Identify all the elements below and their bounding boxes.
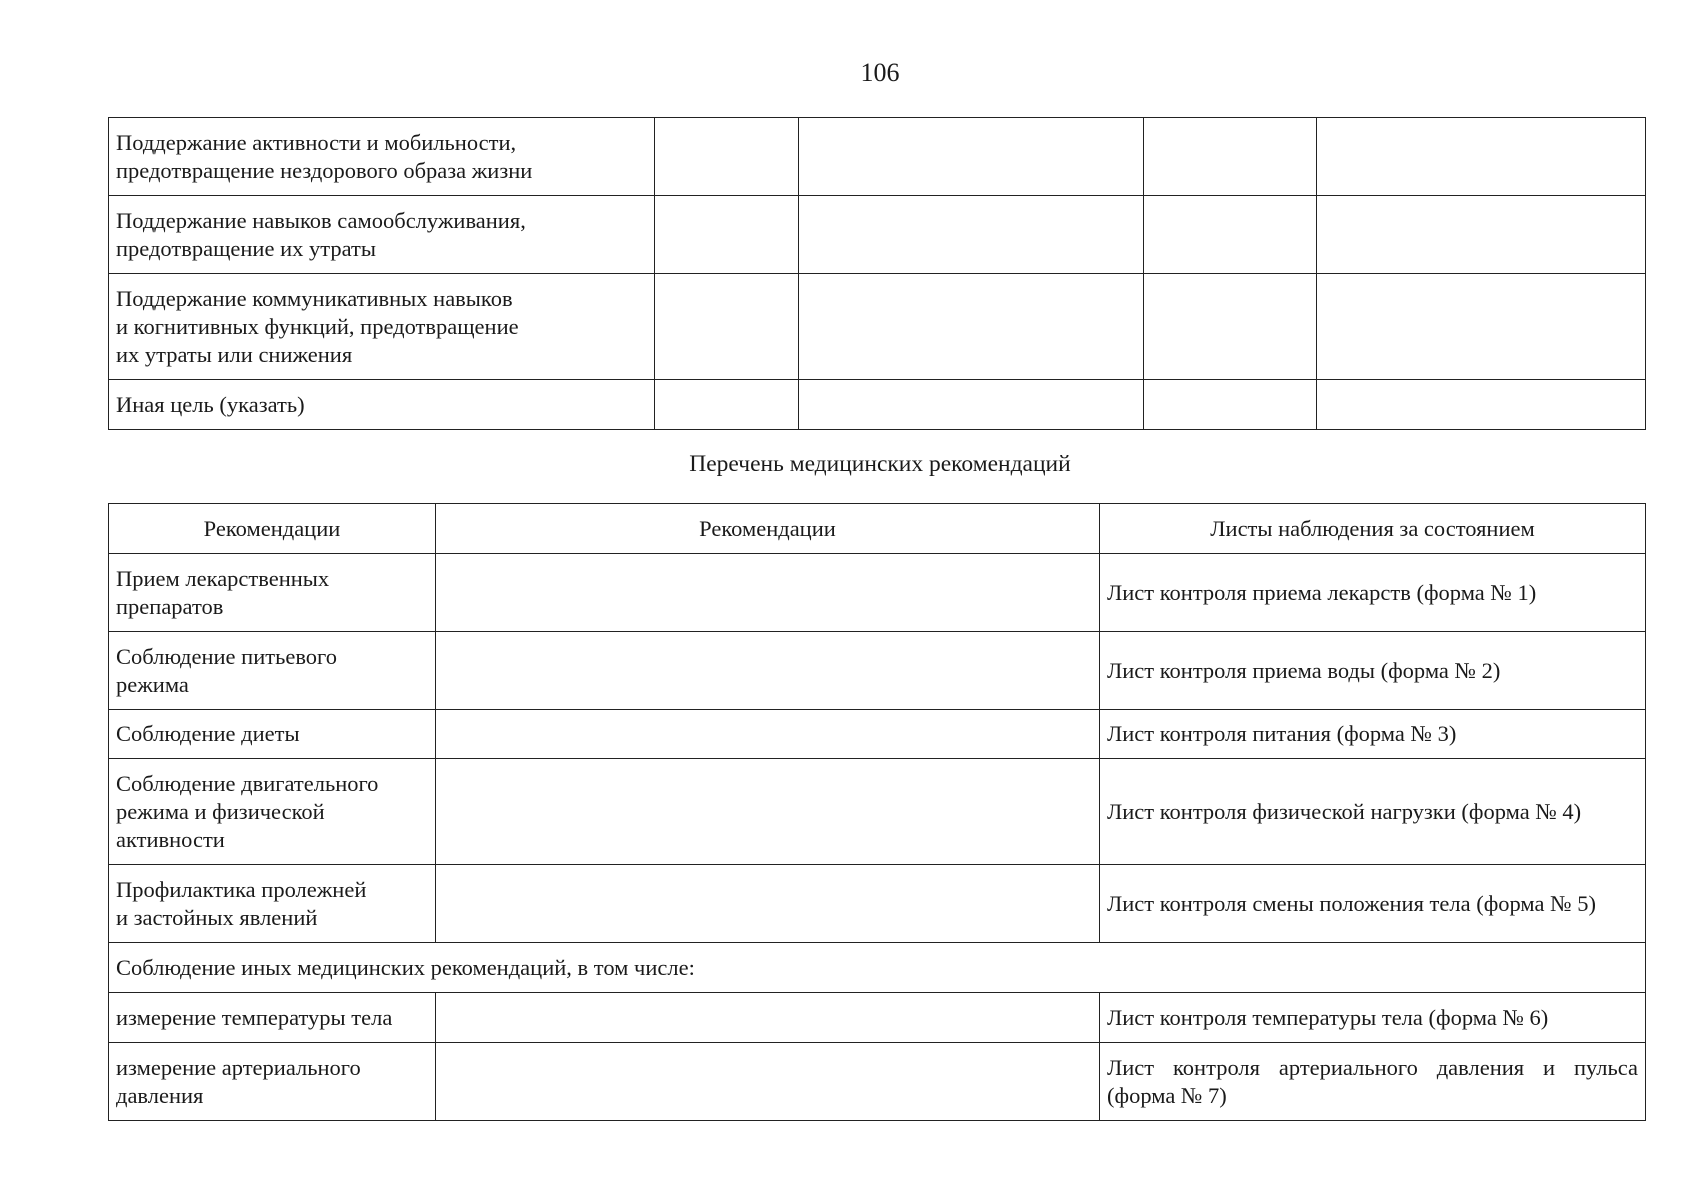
observation-sheet: Лист контроля питания (форма № 3) — [1100, 710, 1646, 759]
observation-sheet: Лист контроля приема лекарств (форма № 1) — [1100, 554, 1646, 632]
goals-row — [109, 196, 1646, 274]
recommendation-subrow — [109, 993, 1646, 1043]
goal-cell[interactable] — [799, 380, 1144, 430]
goal-cell[interactable] — [1317, 118, 1646, 196]
recommendation-label: Соблюдение питьевого режима — [109, 632, 436, 710]
goal-cell[interactable] — [655, 196, 799, 274]
goals-row — [109, 118, 1646, 196]
recommendation-input-cell[interactable] — [436, 759, 1100, 865]
observation-sheet: Лист контроля артериального давления и пульса (форма № 7) — [1100, 1043, 1646, 1121]
goal-cell[interactable] — [799, 196, 1144, 274]
recommendation-row — [109, 759, 1646, 865]
recommendation-label: измерение артериального давления — [109, 1043, 436, 1121]
column-header: Листы наблюдения за состоянием — [1100, 504, 1646, 554]
goals-row — [109, 380, 1646, 430]
goal-label: Иная цель (указать) — [109, 380, 655, 430]
goals-row — [109, 274, 1646, 380]
observation-sheet: Лист контроля смены положения тела (форма № 5) — [1100, 865, 1646, 943]
recommendation-input-cell[interactable] — [436, 865, 1100, 943]
recommendation-row — [109, 865, 1646, 943]
recommendation-label: измерение температуры тела — [109, 993, 436, 1043]
other-recommendations-header: Соблюдение иных медицинских рекомендаций, в том числе: — [109, 943, 1646, 993]
other-recommendations-row — [109, 943, 1646, 993]
page-number: 106 — [860, 58, 900, 87]
column-header: Рекомендации — [109, 504, 436, 554]
recommendation-input-cell[interactable] — [436, 1043, 1100, 1121]
goal-cell[interactable] — [655, 380, 799, 430]
column-header: Рекомендации — [436, 504, 1100, 554]
recommendations-table — [108, 503, 1646, 1121]
recommendation-row — [109, 554, 1646, 632]
goal-label: Поддержание коммуникативных навыков и когнитивных функций, предотвращение их утраты или снижения — [109, 274, 655, 380]
recommendations-header-row — [109, 504, 1646, 554]
recommendation-input-cell[interactable] — [436, 710, 1100, 759]
goal-cell[interactable] — [1317, 380, 1646, 430]
goal-cell[interactable] — [655, 274, 799, 380]
observation-sheet: Лист контроля физической нагрузки (форма № 4) — [1100, 759, 1646, 865]
goal-cell[interactable] — [799, 118, 1144, 196]
recommendation-input-cell[interactable] — [436, 993, 1100, 1043]
recommendation-label: Соблюдение двигательного режима и физической активности — [109, 759, 436, 865]
goal-cell[interactable] — [1144, 380, 1317, 430]
observation-sheet: Лист контроля приема воды (форма № 2) — [1100, 632, 1646, 710]
recommendation-row — [109, 710, 1646, 759]
goal-cell[interactable] — [1144, 118, 1317, 196]
section-title: Перечень медицинских рекомендаций — [689, 451, 1071, 477]
recommendation-row — [109, 632, 1646, 710]
goal-cell[interactable] — [799, 274, 1144, 380]
goal-cell[interactable] — [1317, 196, 1646, 274]
recommendation-input-cell[interactable] — [436, 554, 1100, 632]
goal-label: Поддержание навыков самообслуживания, предотвращение их утраты — [109, 196, 655, 274]
recommendation-label: Прием лекарственных препаратов — [109, 554, 436, 632]
recommendation-input-cell[interactable] — [436, 632, 1100, 710]
goal-label: Поддержание активности и мобильности, предотвращение нездорового образа жизни — [109, 118, 655, 196]
recommendation-subrow — [109, 1043, 1646, 1121]
observation-sheet: Лист контроля температуры тела (форма № 6) — [1100, 993, 1646, 1043]
goal-cell[interactable] — [1144, 196, 1317, 274]
goal-cell[interactable] — [655, 118, 799, 196]
recommendation-label: Соблюдение диеты — [109, 710, 436, 759]
goal-cell[interactable] — [1144, 274, 1317, 380]
goal-cell[interactable] — [1317, 274, 1646, 380]
recommendation-label: Профилактика пролежней и застойных явлений — [109, 865, 436, 943]
goals-table — [108, 117, 1646, 430]
